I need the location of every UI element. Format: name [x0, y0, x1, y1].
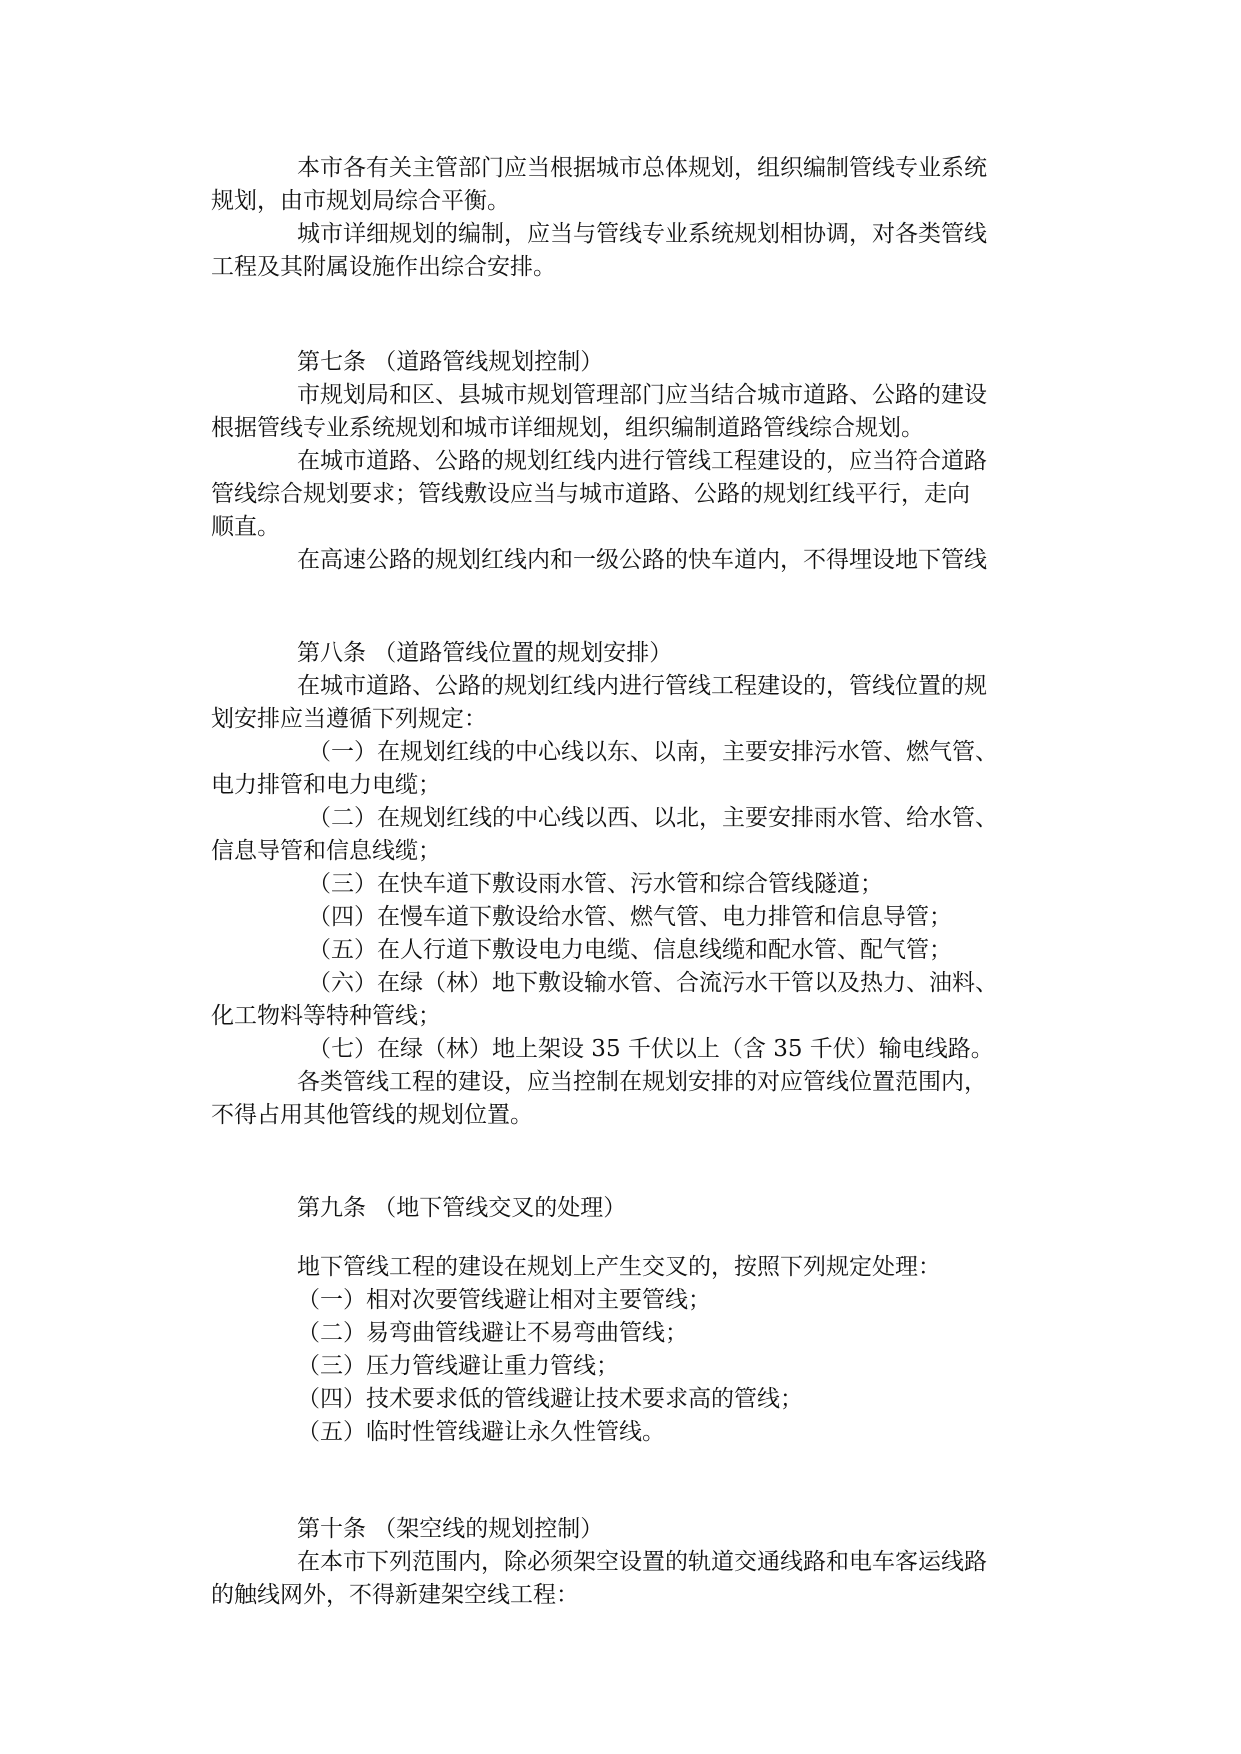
- article-heading: 第七条 （道路管线规划控制）: [297, 349, 604, 375]
- text-line: 不得占用其他管线的规划位置。: [211, 1102, 533, 1128]
- text-line: 本市各有关主管部门应当根据城市总体规划，组织编制管线专业系统: [297, 155, 987, 181]
- list-item: （一）在规划红线的中心线以东、以南，主要安排污水管、燃气管、: [308, 739, 998, 765]
- text-line: 管线综合规划要求；管线敷设应当与城市道路、公路的规划红线平行，走向: [211, 481, 970, 507]
- text-line: 在本市下列范围内，除必须架空设置的轨道交通线路和电车客运线路: [297, 1549, 987, 1575]
- list-item: （二）易弯曲管线避让不易弯曲管线；: [297, 1320, 688, 1346]
- text-line: 的触线网外，不得新建架空线工程：: [211, 1582, 579, 1608]
- text-line: 各类管线工程的建设，应当控制在规划安排的对应管线位置范围内，: [297, 1069, 987, 1095]
- list-item: （四）在慢车道下敷设给水管、燃气管、电力排管和信息导管；: [308, 904, 952, 930]
- text-line: 电力排管和电力电缆；: [211, 772, 441, 798]
- list-item: （六）在绿（林）地下敷设输水管、合流污水干管以及热力、油料、: [308, 970, 998, 996]
- text-line: 规划，由市规划局综合平衡。: [211, 188, 510, 214]
- text-line: 根据管线专业系统规划和城市详细规划，组织编制道路管线综合规划。: [211, 415, 924, 441]
- text-line: 化工物料等特种管线；: [211, 1003, 441, 1029]
- list-item: （七）在绿（林）地上架设 35 千伏以上（含 35 千伏）输电线路。: [308, 1036, 994, 1062]
- text-line: 城市详细规划的编制，应当与管线专业系统规划相协调，对各类管线: [297, 221, 987, 247]
- text-line: 在城市道路、公路的规划红线内进行管线工程建设的，应当符合道路: [297, 448, 987, 474]
- text-line: 在高速公路的规划红线内和一级公路的快车道内，不得埋设地下管线: [297, 547, 987, 573]
- list-item: （五）在人行道下敷设电力电缆、信息线缆和配水管、配气管；: [308, 937, 952, 963]
- text-line: 工程及其附属设施作出综合安排。: [211, 254, 556, 280]
- text-line: 划安排应当遵循下列规定：: [211, 706, 487, 732]
- list-item: （四）技术要求低的管线避让技术要求高的管线；: [297, 1386, 803, 1412]
- text-line: 顺直。: [211, 514, 280, 540]
- article-heading: 第十条 （架空线的规划控制）: [297, 1516, 604, 1542]
- text-line: 市规划局和区、县城市规划管理部门应当结合城市道路、公路的建设: [297, 382, 987, 408]
- article-heading: 第九条 （地下管线交叉的处理）: [297, 1195, 627, 1221]
- list-item: （五）临时性管线避让永久性管线。: [297, 1419, 665, 1445]
- list-item: （三）在快车道下敷设雨水管、污水管和综合管线隧道；: [308, 871, 883, 897]
- article-heading: 第八条 （道路管线位置的规划安排）: [297, 640, 673, 666]
- list-item: （三）压力管线避让重力管线；: [297, 1353, 619, 1379]
- list-item: （一）相对次要管线避让相对主要管线；: [297, 1287, 711, 1313]
- text-line: 地下管线工程的建设在规划上产生交叉的，按照下列规定处理：: [297, 1254, 941, 1280]
- list-item: （二）在规划红线的中心线以西、以北，主要安排雨水管、给水管、: [308, 805, 998, 831]
- text-line: 信息导管和信息线缆；: [211, 838, 441, 864]
- text-line: 在城市道路、公路的规划红线内进行管线工程建设的，管线位置的规: [297, 673, 987, 699]
